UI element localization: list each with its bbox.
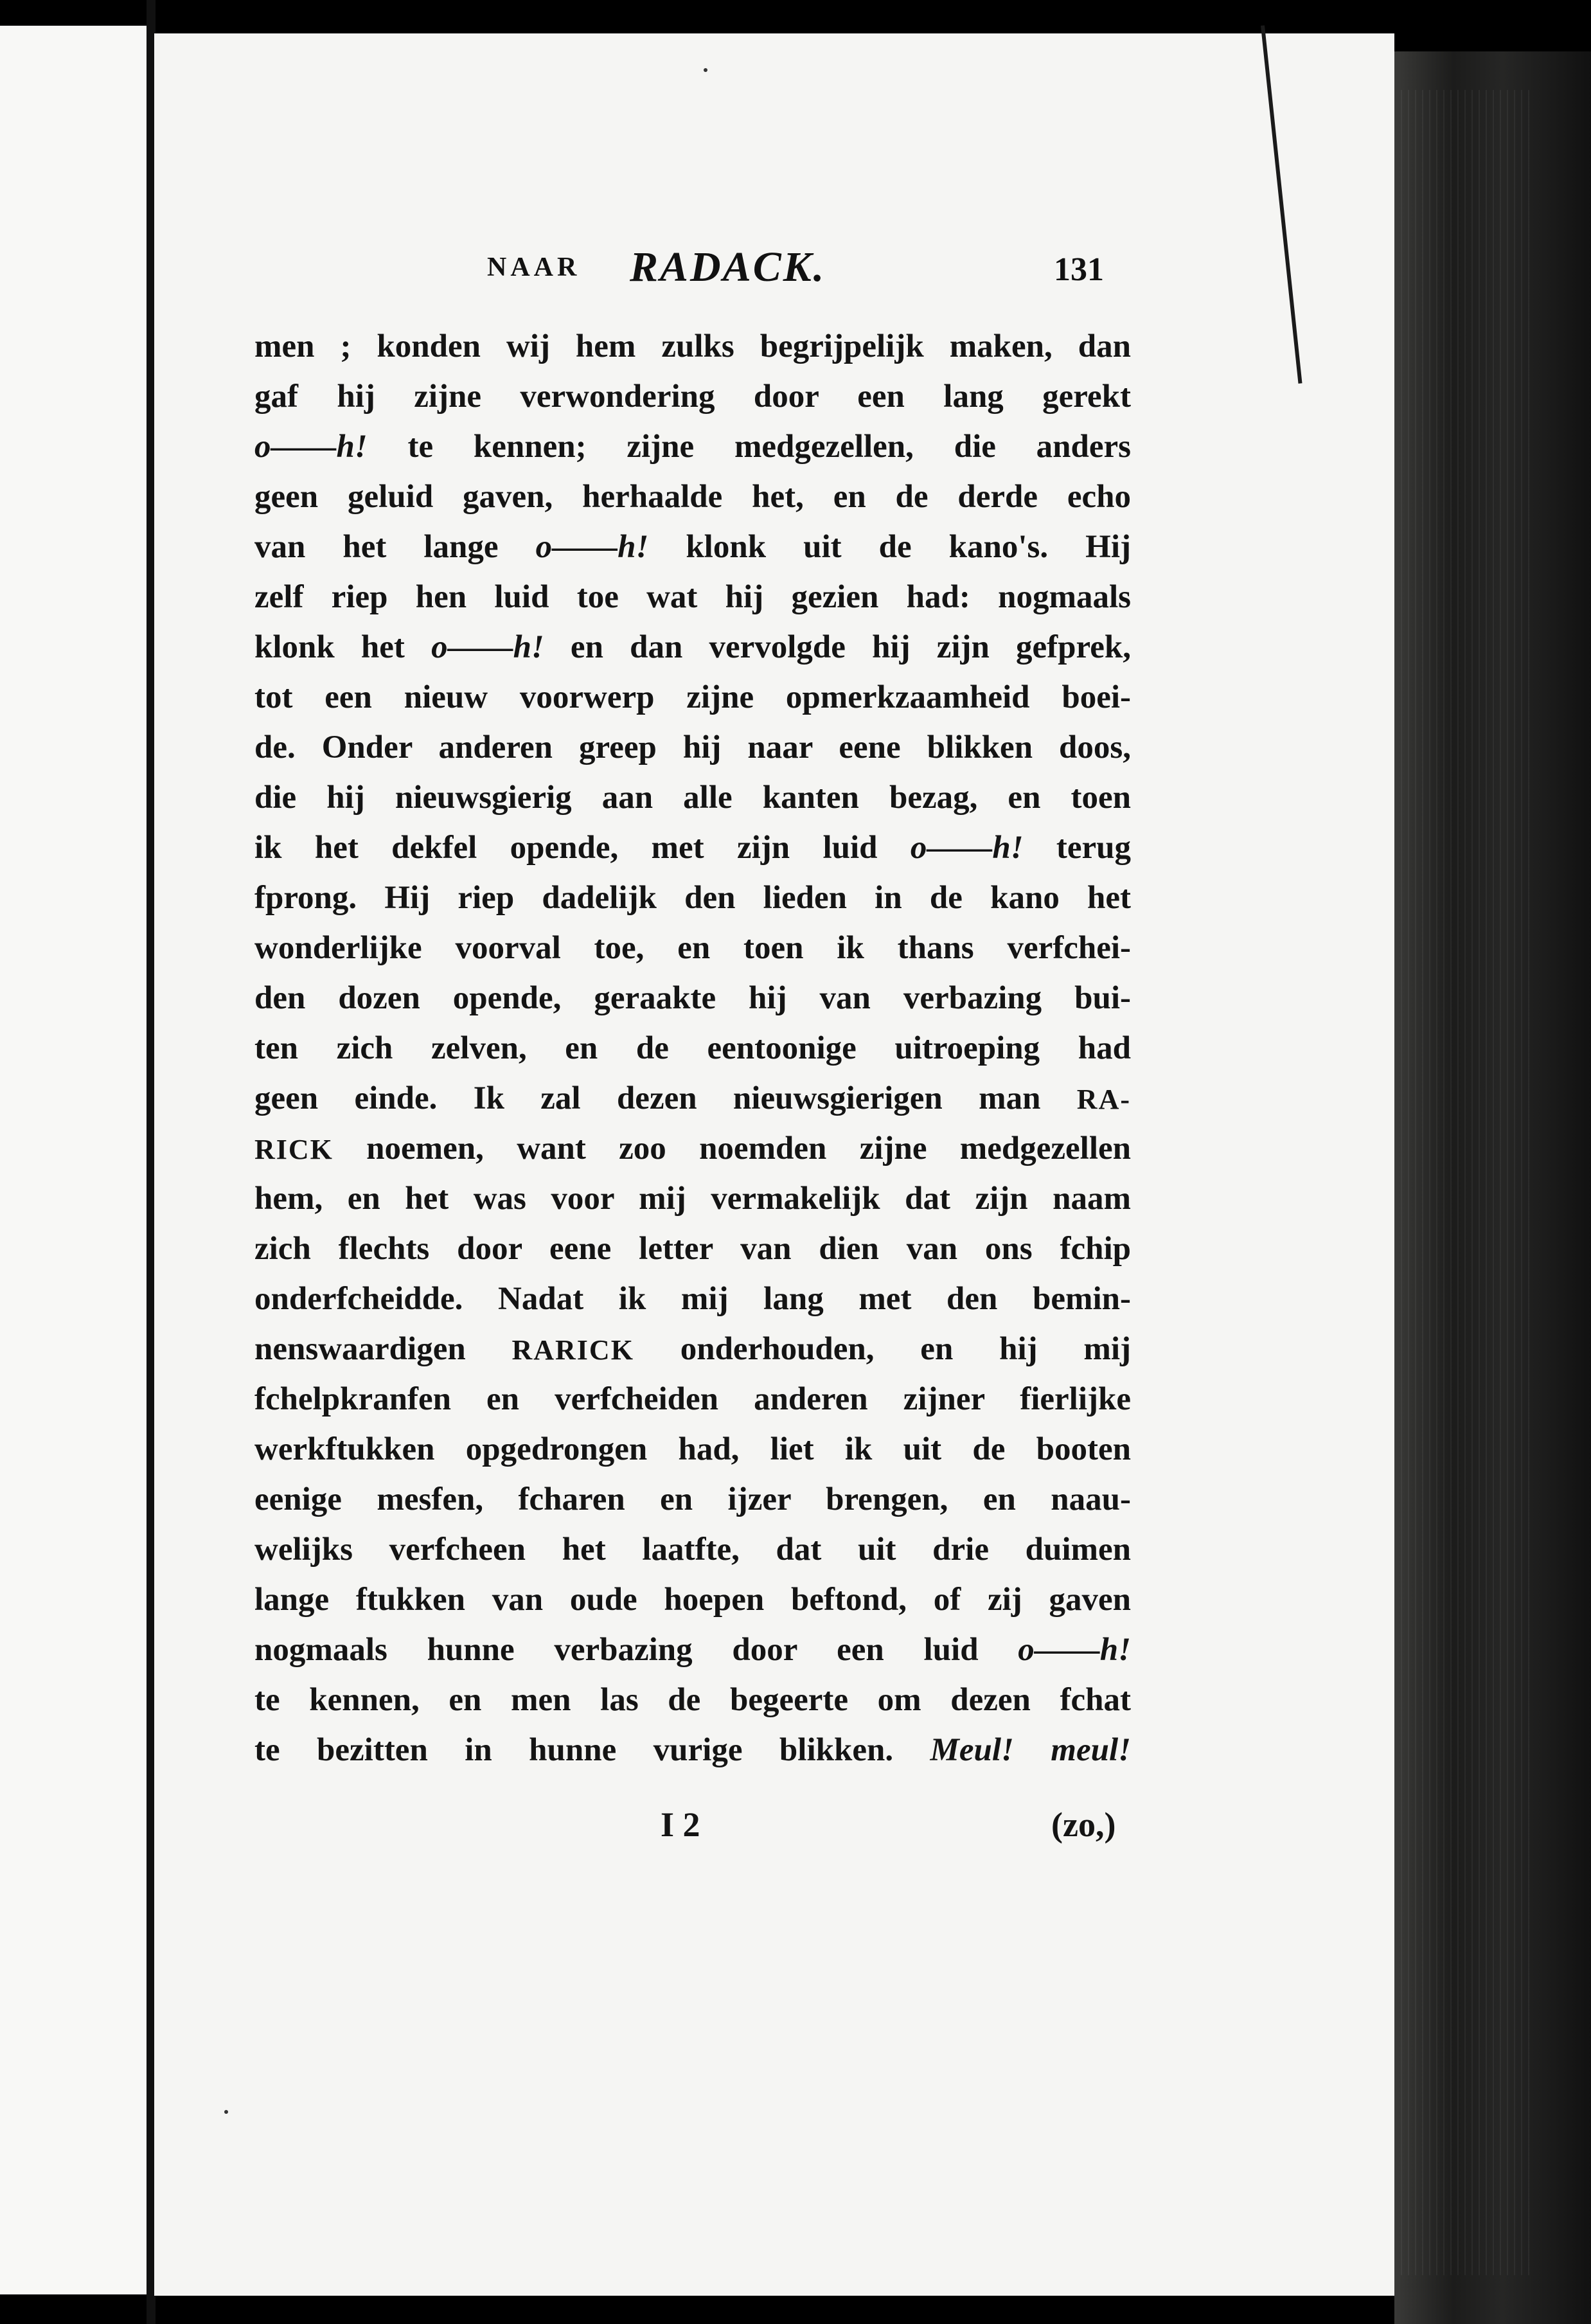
- text-span: te kennen, en men las de begeerte om dezen fchat: [254, 1682, 1131, 1718]
- text-span: en dan vervolgde hij zijn gefprek,: [544, 629, 1131, 665]
- text-line: [254, 973, 1131, 1023]
- text-line: [254, 1625, 1131, 1675]
- text-span: fchelpkranfen en verfcheiden anderen zijner fierlijke: [254, 1381, 1131, 1417]
- text-span: zelf riep hen luid toe wat hij gezien had: nogmaals: [254, 579, 1131, 615]
- text-span: zich flechts door eene letter van dien van ons fchip: [254, 1231, 1131, 1267]
- italic-text: o——h!: [1018, 1632, 1131, 1668]
- text-line: [254, 722, 1131, 773]
- text-span: gaf hij zijne verwondering door een lang gerekt: [254, 379, 1131, 415]
- italic-text: Meul! meul!: [930, 1732, 1131, 1768]
- text-span: noemen, want zoo noemden zijne medgezellen: [333, 1131, 1131, 1166]
- paper-speck: [704, 68, 707, 72]
- text-span: te bezitten in hunne vurige blikken.: [254, 1732, 930, 1768]
- italic-text: o——h!: [910, 830, 1024, 866]
- text-span: die hij nieuwsgierig aan alle kanten bezag, en toen: [254, 780, 1131, 816]
- text-line: [254, 923, 1131, 973]
- text-span: onderfcheidde. Nadat ik mij lang met den bemin-: [254, 1281, 1131, 1317]
- text-span: ik het dekfel opende, met zijn luid: [254, 830, 911, 866]
- text-line: [254, 371, 1131, 422]
- small-caps-name: RA-: [1076, 1084, 1131, 1115]
- text-span: eenige mesfen, fcharen en ijzer brengen, en naau-: [254, 1481, 1131, 1517]
- text-span: terug: [1023, 830, 1132, 866]
- text-span: tot een nieuw voorwerp zijne opmerkzaamheid boei-: [254, 679, 1131, 715]
- text-line: [254, 672, 1131, 722]
- text-span: den dozen opende, geraakte hij van verbazing bui-: [254, 980, 1131, 1016]
- text-span: geen geluid gaven, herhaalde het, en de derde echo: [254, 479, 1131, 515]
- spine-texture: [1401, 90, 1529, 2275]
- text-line: [254, 1474, 1131, 1524]
- text-span: onderhouden, en hij mij: [634, 1331, 1131, 1367]
- text-line: [254, 773, 1131, 823]
- text-line: [254, 622, 1131, 672]
- text-line: [254, 1675, 1131, 1725]
- catchword: (zo,): [1051, 1805, 1116, 1844]
- text-line: [254, 1123, 1131, 1174]
- text-span: van het lange: [254, 529, 536, 565]
- text-span: hem, en het was voor mij vermakelijk dat zijn naam: [254, 1181, 1131, 1217]
- text-span: geen einde. Ik zal dezen nieuwsgierigen man: [254, 1080, 1077, 1116]
- text-line: [254, 1224, 1131, 1274]
- text-line: [254, 522, 1131, 572]
- text-span: lange ftukken van oude hoepen beftond, of zij gaven: [254, 1582, 1131, 1618]
- text-line: [254, 1374, 1131, 1424]
- text-line: [254, 1073, 1131, 1123]
- small-caps-name: RARICK: [511, 1334, 634, 1366]
- text-span: nenswaardigen: [254, 1331, 512, 1367]
- text-line: [254, 1324, 1131, 1374]
- text-line: [254, 572, 1131, 622]
- text-line: [254, 873, 1131, 923]
- text-line: [254, 321, 1131, 371]
- text-span: welijks verfcheen het laatfte, dat uit drie duimen: [254, 1532, 1131, 1568]
- text-span: te kennen; zijne medgezellen, die anders: [367, 429, 1131, 465]
- text-line: [254, 1725, 1131, 1775]
- facing-page-edge: [0, 26, 149, 2294]
- text-span: klonk uit de kano's. Hij: [648, 529, 1131, 565]
- text-line: [254, 1023, 1131, 1073]
- signature-mark: I 2: [661, 1805, 700, 1844]
- italic-text: o——h!: [431, 629, 544, 665]
- running-head-prefix: NAAR: [487, 253, 581, 282]
- text-line: [254, 472, 1131, 522]
- text-line: [254, 1424, 1131, 1474]
- text-line: [254, 1174, 1131, 1224]
- text-line: [254, 823, 1131, 873]
- italic-text: o——h!: [535, 529, 649, 565]
- text-span: werkftukken opgedrongen had, liet ik uit de booten: [254, 1431, 1131, 1467]
- text-line: [254, 1274, 1131, 1324]
- running-head: [487, 243, 1130, 294]
- text-span: ten zich zelven, en de eentoonige uitroeping had: [254, 1030, 1131, 1066]
- text-line: [254, 1524, 1131, 1575]
- text-span: fprong. Hij riep dadelijk den lieden in de kano het: [254, 880, 1131, 916]
- text-span: wonderlijke voorval toe, en toen ik thans verfchei-: [254, 930, 1131, 966]
- text-span: klonk het: [254, 629, 432, 665]
- text-span: men ; konden wij hem zulks begrijpelijk maken, dan: [254, 328, 1131, 364]
- text-span: nogmaals hunne verbazing door een luid: [254, 1632, 1018, 1668]
- text-span: de. Onder anderen greep hij naar eene blikken doos,: [254, 729, 1131, 765]
- text-line: [254, 1575, 1131, 1625]
- italic-text: o——h!: [254, 429, 368, 465]
- page-number: 131: [1054, 251, 1104, 288]
- running-head-title: RADACK.: [630, 244, 826, 290]
- small-caps-name: RICK: [254, 1134, 333, 1165]
- paper-speck: [224, 2110, 228, 2114]
- text-line: [254, 422, 1131, 472]
